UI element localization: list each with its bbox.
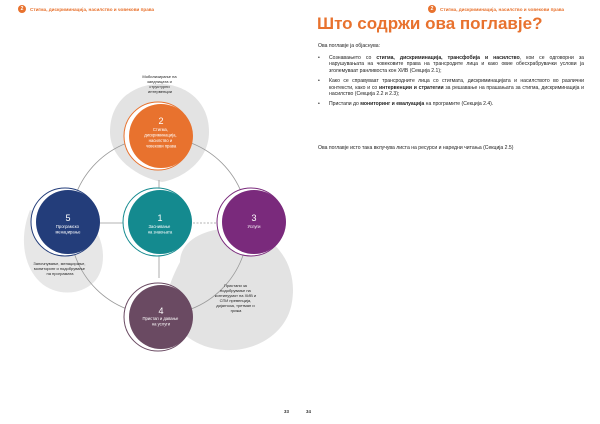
node-5-label-line: менаџирање <box>55 229 81 235</box>
node-3-label <box>248 224 262 229</box>
node-2-label-line: насилство и <box>148 138 173 143</box>
callout-line: дијагноза, третман и <box>216 303 255 308</box>
node-1-label-line: на знаењата <box>147 229 173 235</box>
bullet-text: Како се справуваат трансродните лица со стигмата, дискриминацијата и насилството во различни контексти, како и со <box>329 78 584 91</box>
running-header-text: Стигма, дискриминација, насилство и човекови права <box>30 6 155 12</box>
callout-line: Пристапи за <box>223 283 247 288</box>
bullet-emphasis: стигма, дискриминација, трансфобија и насилство <box>376 55 520 61</box>
node-4-number: 4 <box>158 306 164 316</box>
node-2-number: 2 <box>158 116 164 126</box>
node-5-number: 5 <box>65 213 71 223</box>
list-item <box>318 78 584 97</box>
callout-line: Започнување, менаџирање, <box>33 261 86 266</box>
callout-line: грижа <box>230 308 242 313</box>
callout-line: заедницата и <box>147 79 172 84</box>
node-5-label-line: Програмско <box>55 224 79 229</box>
bullet-list <box>318 55 584 112</box>
bullet-text: Сознавањето со <box>329 55 377 61</box>
node-5-label <box>56 224 82 235</box>
list-item <box>318 55 584 74</box>
list-item <box>318 101 584 107</box>
callout-line: структурни <box>149 84 170 89</box>
page-number: 33 <box>284 409 289 414</box>
node-1-label-line: Заснивање <box>148 224 171 229</box>
running-header-text: Стигма, дискриминација, насилство и човекови права <box>440 6 565 12</box>
node-3-number: 3 <box>251 213 257 223</box>
bullet-text: , кои се одговорни за нарушувањата на човековите права на трансродите лица и како овие обесхрабрувачки услови ја зголемуваат ранливоста кон ХИВ (Секција 2.1); <box>329 55 584 74</box>
bullet-text: на програмите (Секција 2.4). <box>424 101 494 108</box>
bullet-text: Пристапи до <box>329 101 361 108</box>
bullet-emphasis: интервенции и стратегии <box>379 84 444 91</box>
node-4-label-line: на услуги <box>151 321 171 327</box>
node-1-number: 1 <box>157 213 163 223</box>
chapter-title: Што содржи ова поглавје? <box>317 14 543 33</box>
callout-line: подобрување на <box>220 288 251 293</box>
right-page <box>300 0 600 424</box>
callout-line: Мобилизирање на <box>142 74 177 79</box>
intro-text: Ова поглавје ја објаснува: <box>318 43 380 49</box>
page-number: 34 <box>306 409 311 414</box>
callout-line: континуумот на ХИВ и <box>214 293 257 298</box>
node-2-label-line: човекови права <box>145 143 177 149</box>
chapter-badge: 2 <box>428 5 436 13</box>
callout-line: на програмата <box>46 271 74 276</box>
bullet-emphasis: мониторинг и евалуација <box>360 101 425 108</box>
callout-line: интервенции <box>148 89 172 94</box>
node-3-label-line: Услуги <box>247 224 261 229</box>
bullet-text: за решавање на прашањата за стигма, дискриминација и насилство (Секција 2.2 и 2.3); <box>329 84 585 98</box>
node-1-label <box>148 224 173 235</box>
running-header <box>428 5 564 13</box>
callout-line: мониторинг и подобрување <box>33 266 85 271</box>
node-2-label-line: Стигма, <box>152 127 169 132</box>
closing-text: Ова поглавје исто така вклучува листа на ресурси и наредни читања (Секција 2.5) <box>318 145 514 151</box>
chapter-badge: 2 <box>18 5 26 13</box>
node-2-label-line: дискриминација, <box>144 132 177 138</box>
callout-line: СПИ превенција, <box>219 298 252 303</box>
node-4-label-line: Пристап и давање <box>142 316 179 321</box>
